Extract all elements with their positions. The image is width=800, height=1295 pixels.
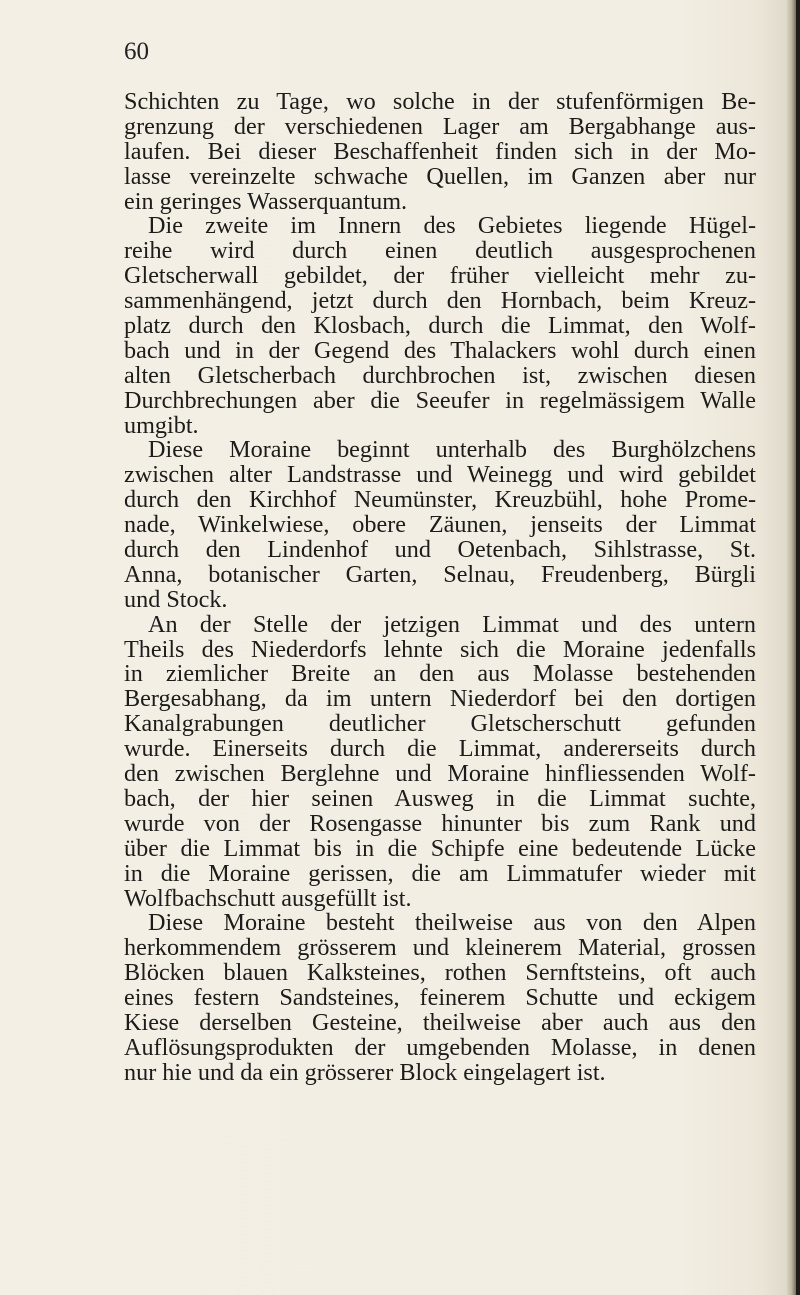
text-line: zwischen alter Landstrasse und Weinegg und wird gebildet bbox=[124, 461, 756, 489]
text-line: bach und in der Gegend des Thalackers wohl durch einen bbox=[124, 336, 756, 364]
text-line: reihe wird durch einen deutlich ausgesprochenen bbox=[124, 237, 756, 265]
text-line: Anna, botanischer Garten, Selnau, Freudenberg, Bürgli bbox=[124, 560, 756, 588]
text-line: Kanalgrabungen deutlicher Gletscherschutt gefunden bbox=[124, 710, 756, 738]
text-line: Gletscherwall gebildet, der früher vielleicht mehr zu- bbox=[124, 262, 756, 290]
text-line: platz durch den Klosbach, durch die Limmat, den Wolf- bbox=[124, 312, 756, 340]
text-line: Blöcken blauen Kalksteines, rothen Sernftsteins, oft auch bbox=[124, 959, 756, 987]
text-line: wurde. Einerseits durch die Limmat, andererseits durch bbox=[124, 735, 756, 763]
text-line: Bergesabhang, da im untern Niederdorf bei den dortigen bbox=[124, 685, 756, 713]
text-line: in die Moraine gerissen, die am Limmatufer wieder mit bbox=[124, 859, 756, 887]
text-line: umgibt. bbox=[124, 411, 199, 439]
text-line: alten Gletscherbach durchbrochen ist, zwischen diesen bbox=[124, 361, 756, 389]
text-line: Auflösungsprodukten der umgebenden Molasse, in denen bbox=[124, 1033, 756, 1061]
text-line: nur hie und da ein grösserer Block eingelagert ist. bbox=[124, 1058, 606, 1086]
text-line: in ziemlicher Breite an den aus Molasse bestehenden bbox=[124, 660, 756, 688]
text-line: Diese Moraine besteht theilweise aus von den Alpen bbox=[148, 909, 756, 937]
page-number: 60 bbox=[124, 38, 149, 65]
text-line: Durchbrechungen aber die Seeufer in regelmässigem Walle bbox=[124, 386, 756, 414]
text-line: Wolfbachschutt ausgefüllt ist. bbox=[124, 884, 412, 912]
text-line: Schichten zu Tage, wo solche in der stufenförmigen Be- bbox=[124, 88, 756, 115]
text-line: sammenhängend, jetzt durch den Hornbach, beim Kreuz- bbox=[124, 287, 756, 315]
text-line: über die Limmat bis in die Schipfe eine bedeutende Lücke bbox=[124, 834, 756, 862]
text-line: herkommendem grösserem und kleinerem Material, grossen bbox=[124, 934, 756, 962]
text-line: den zwischen Berglehne und Moraine hinfliessenden Wolf- bbox=[124, 760, 756, 788]
text-line: durch den Lindenhof und Oetenbach, Sihlstrasse, St. bbox=[124, 536, 756, 564]
text-line: An der Stelle der jetzigen Limmat und des untern bbox=[148, 610, 756, 638]
text-line: Kiese derselben Gesteine, theilweise aber auch aus den bbox=[124, 1008, 756, 1036]
text-line: bach, der hier seinen Ausweg in die Limmat suchte, bbox=[124, 784, 756, 812]
text-line: und Stock. bbox=[124, 585, 228, 613]
text-line: nade, Winkelwiese, obere Zäunen, jenseits der Limmat bbox=[124, 511, 756, 539]
text-line: durch den Kirchhof Neumünster, Kreuzbühl, hohe Prome- bbox=[124, 486, 756, 514]
text-line: lasse vereinzelte schwache Quellen, im Ganzen aber nur bbox=[124, 162, 756, 190]
text-line: ein geringes Wasserquantum. bbox=[124, 187, 408, 215]
text-line: eines festern Sandsteines, feinerem Schutte und eckigem bbox=[124, 984, 756, 1012]
text-line: Die zweite im Innern des Gebietes liegende Hügel- bbox=[148, 212, 756, 240]
text-line: grenzung der verschiedenen Lager am Bergabhange aus- bbox=[124, 112, 756, 140]
book-binding-edge bbox=[796, 0, 800, 1295]
text-line: laufen. Bei dieser Beschaffenheit finden sich in der Mo- bbox=[124, 137, 756, 165]
text-line: wurde von der Rosengasse hinunter bis zum Rank und bbox=[124, 809, 756, 837]
text-line: Diese Moraine beginnt unterhalb des Burghölzchens bbox=[148, 436, 756, 464]
text-line: Theils des Niederdorfs lehnte sich die Moraine jedenfalls bbox=[124, 635, 756, 663]
body-text bbox=[124, 90, 756, 1086]
